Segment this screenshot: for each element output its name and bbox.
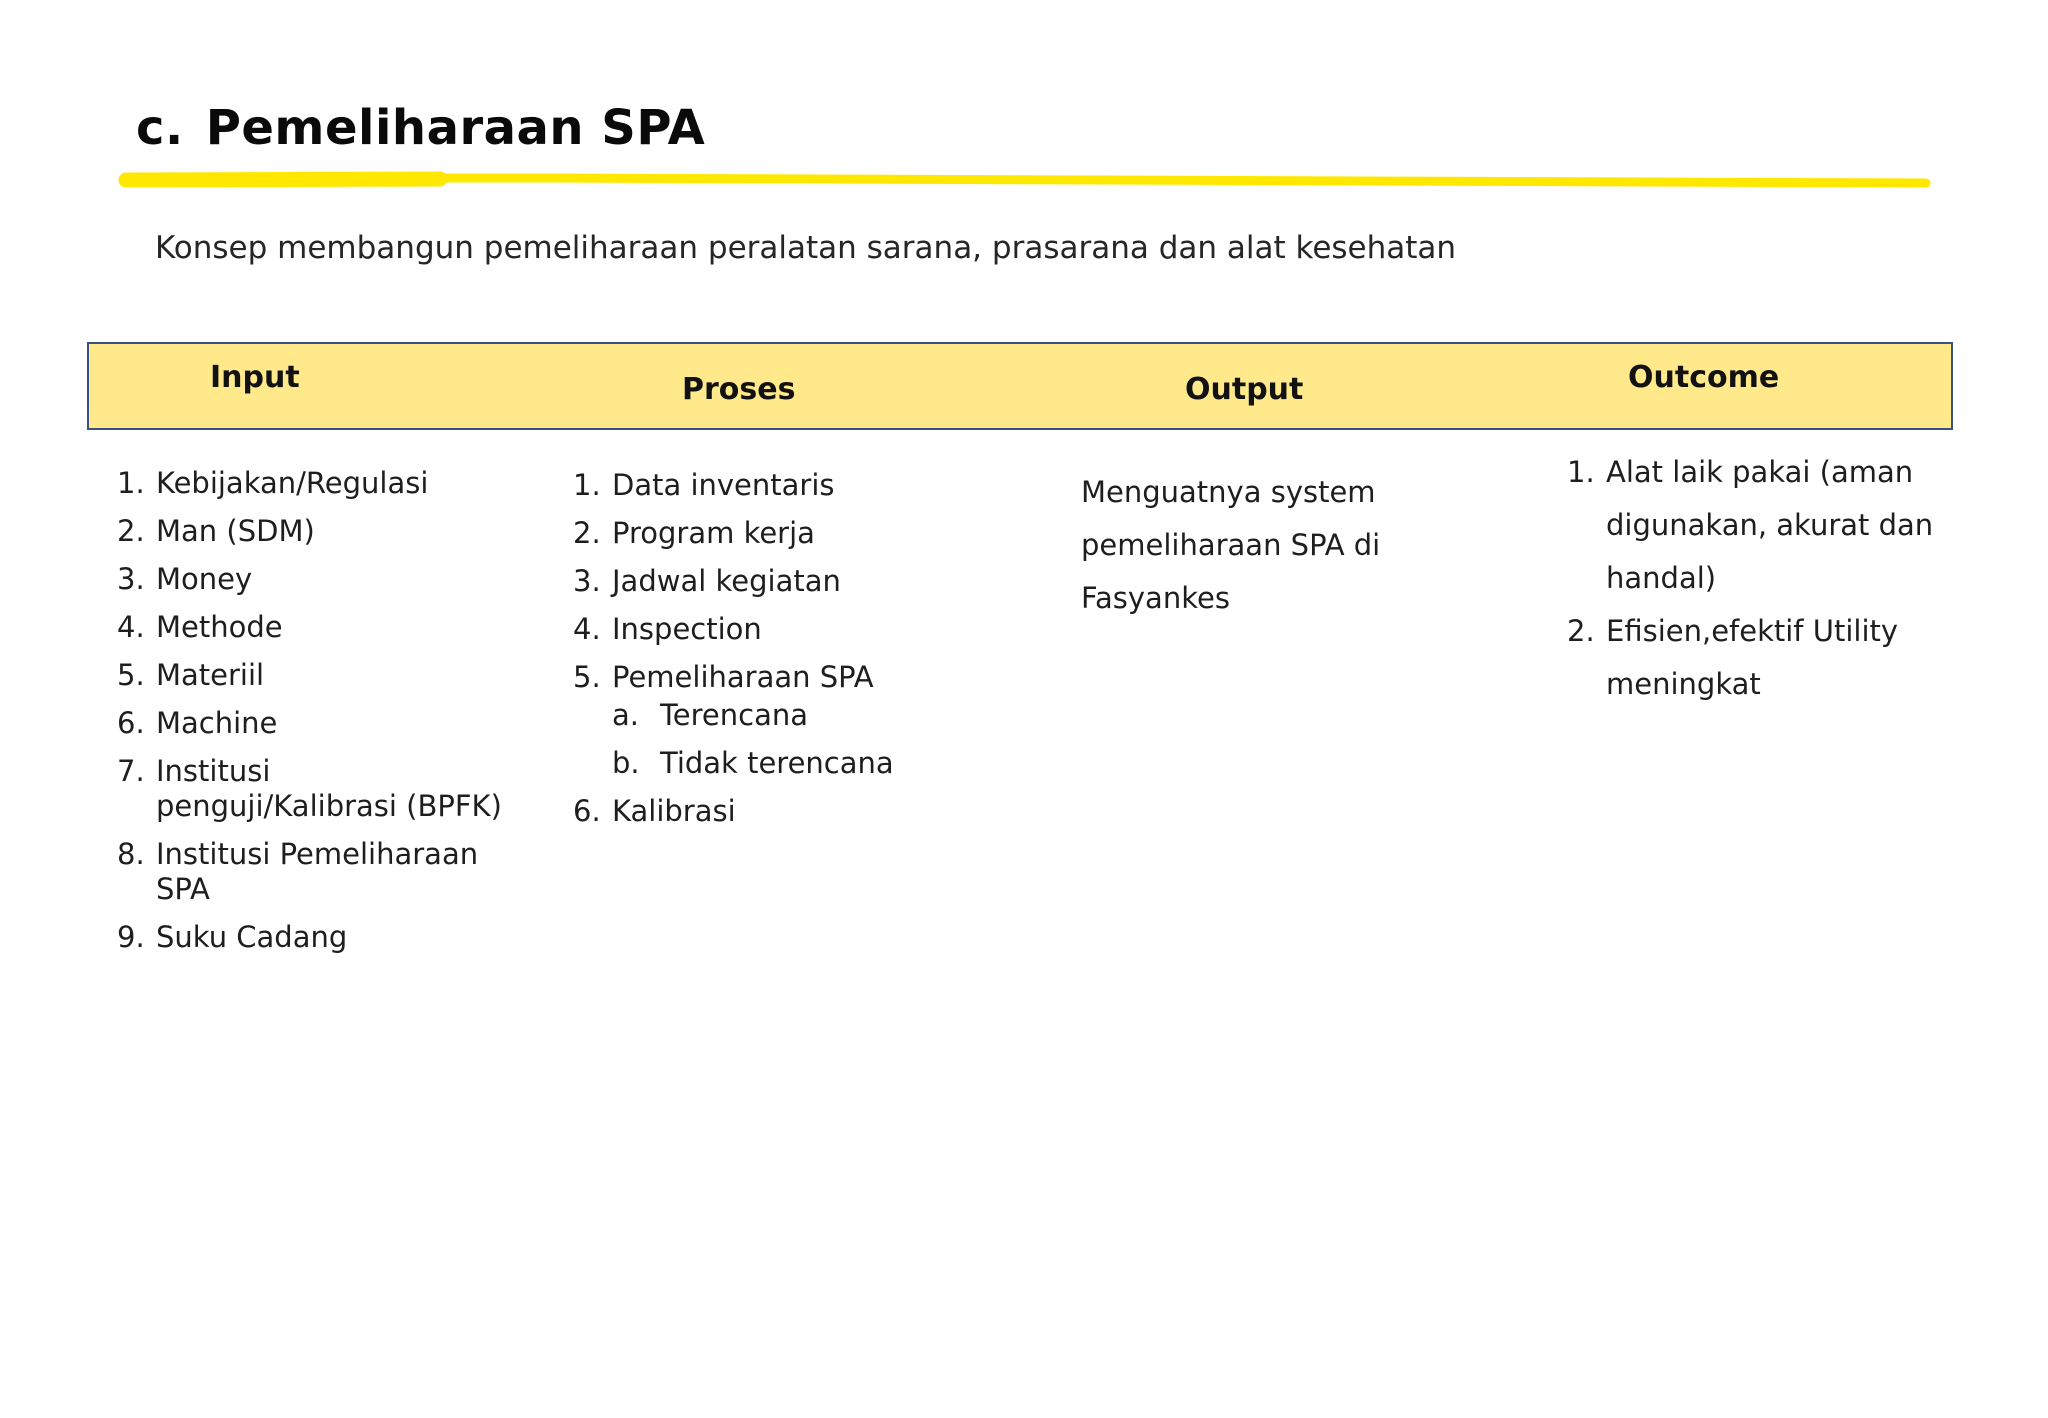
list-item: [117, 706, 517, 741]
list-item-text: Alat laik pakai (aman digunakan, akurat dan handal): [1606, 455, 1934, 595]
list-item-number: 5.: [573, 660, 601, 694]
list-item-number: 4.: [117, 610, 145, 644]
list-item-text: Pemeliharaan SPA: [612, 660, 874, 694]
sub-list-item-letter: a.: [612, 698, 639, 732]
list-item: [117, 466, 517, 501]
list-item-number: 2.: [117, 514, 145, 548]
list-item-number: 6.: [117, 706, 145, 740]
sub-list-item-letter: b.: [612, 746, 640, 780]
list-item-text: Man (SDM): [156, 514, 315, 548]
subtitle: Konsep membangun pemeliharaan peralatan sarana, prasarana dan alat kesehatan: [155, 230, 1457, 266]
list-item-text: Materiil: [156, 658, 265, 692]
list-item-number: 3.: [573, 564, 601, 598]
underline-stroke-thick: [126, 179, 440, 180]
list-item: [573, 466, 973, 504]
list-item-text: Institusi Pemeliharaan SPA: [156, 837, 479, 906]
list-item-number: 1.: [573, 468, 601, 502]
column-heading-output: Output: [1185, 372, 1304, 407]
outcome-list: [1567, 446, 1967, 711]
list-item-number: 1.: [1567, 455, 1595, 489]
sub-list-item: [612, 696, 973, 734]
list-item: [117, 837, 517, 907]
input-column: [117, 466, 517, 968]
list-item-number: 6.: [573, 794, 601, 828]
list-item: [117, 920, 517, 955]
list-item: [117, 514, 517, 549]
list-item: [117, 562, 517, 597]
sub-list-item: [612, 744, 973, 782]
proses-column: [573, 466, 973, 840]
list-item: [573, 792, 973, 830]
list-item-text: Jadwal kegiatan: [612, 564, 841, 598]
list-item: [117, 754, 517, 824]
list-item-text: Money: [156, 562, 253, 596]
list-item: [573, 610, 973, 648]
column-heading-outcome: Outcome: [1628, 360, 1780, 395]
sub-list-item-text: Tidak terencana: [660, 746, 894, 780]
title-underline: [118, 170, 1934, 196]
column-heading-input: Input: [210, 360, 300, 395]
list-item: [117, 610, 517, 645]
list-item-number: 2.: [1567, 614, 1595, 648]
proses-list: [573, 466, 973, 830]
list-item-text: Kalibrasi: [612, 794, 736, 828]
output-text: Menguatnya system pemeliharaan SPA di Fasyankes: [1081, 475, 1381, 615]
list-item-text: Methode: [156, 610, 283, 644]
list-item-number: 3.: [117, 562, 145, 596]
list-item-text: Machine: [156, 706, 278, 740]
list-item: [573, 658, 973, 782]
list-item-text: Inspection: [612, 612, 762, 646]
list-item-number: 2.: [573, 516, 601, 550]
list-item: [1567, 446, 1967, 605]
list-item-text: Program kerja: [612, 516, 815, 550]
input-list: [117, 466, 517, 955]
page-title-text: Pemeliharaan SPA: [205, 100, 706, 156]
list-item-text: Institusi penguji/Kalibrasi (BPFK): [156, 754, 502, 823]
section-marker: c.: [136, 100, 184, 156]
list-item-text: Suku Cadang: [156, 920, 348, 954]
underline-stroke-thin: [438, 178, 1926, 183]
sub-list-item-text: Terencana: [660, 698, 809, 732]
column-heading-proses: Proses: [682, 372, 796, 407]
list-item: [1567, 605, 1967, 711]
list-item-text: Kebijakan/Regulasi: [156, 466, 429, 500]
list-item-text: Efisien,efektif Utility meningkat: [1606, 614, 1899, 701]
list-item-number: 1.: [117, 466, 145, 500]
page-title: [136, 96, 705, 160]
sub-list: [612, 696, 973, 782]
list-item-number: 4.: [573, 612, 601, 646]
list-item-number: 5.: [117, 658, 145, 692]
list-item-number: 9.: [117, 920, 145, 954]
list-item: [117, 658, 517, 693]
outcome-column: [1567, 446, 1967, 711]
list-item-number: 8.: [117, 837, 145, 871]
list-item-number: 7.: [117, 754, 145, 788]
list-item: [573, 514, 973, 552]
list-item: [573, 562, 973, 600]
list-item-text: Data inventaris: [612, 468, 835, 502]
